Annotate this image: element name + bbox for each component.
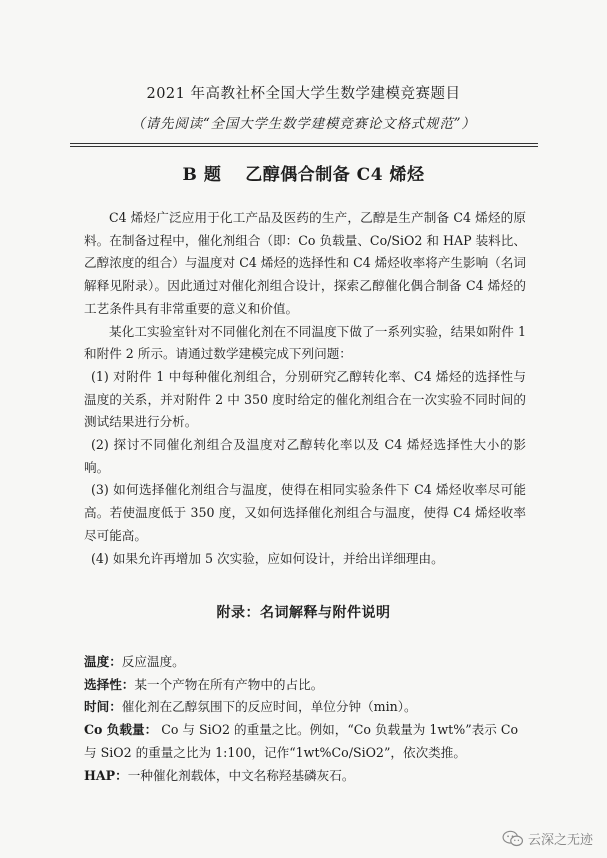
- watermark: [502, 829, 593, 848]
- glossary-desc: 某一个产物在所有产物中的占比。: [134, 676, 324, 692]
- glossary: [84, 651, 526, 787]
- problem-body: [84, 207, 526, 570]
- glossary-term: 温度：: [84, 654, 122, 669]
- wechat-icon: [502, 830, 524, 848]
- question-1: (1) 对附件 1 中每种催化剂组合，分别研究乙醇转化率、C4 烯烃的选择性与温度的关系，并对附件 2 中 350 度时给定的催化剂组合在一次实验不同时间的测试结果进行分析。: [84, 368, 526, 430]
- glossary-term: 选择性：: [84, 676, 135, 692]
- question-4: (4) 如果允许再增加 5 次实验，应如何设计，并给出详细理由。: [91, 550, 444, 566]
- question-3: (3) 如何选择催化剂组合与温度，使得在相同实验条件下 C4 烯烃收率尽可能高。若使温度低于 350 度，又如何选择催化剂组合与温度，使得 C4 烯烃收率尽可能高。: [84, 482, 526, 543]
- glossary-item-hap: [84, 765, 526, 788]
- glossary-item-temperature: [84, 651, 526, 674]
- task-paragraph: 某化工实验室针对不同催化剂在不同温度下做了一系列实验，结果如附件 1 和附件 2 所示。请通过数学建模完成下列问题：: [84, 323, 526, 362]
- intro-paragraph: C4 烯烃广泛应用于化工产品及医药的生产，乙醇是生产制备 C4 烯烃的原料。在制备过程中，催化剂组合（即：Co 负载量、Co/SiO2 和 HAP 装料比、乙醇浓度的组合）与温度对 C4 烯烃的选择性和 C4 烯烃收率将产生影响（名词解释见附录）。因此通过对催化剂组合设计，探索乙醇催化偶合制备 C4 烯烃的工艺条件具有非常重要的意义和价值。: [84, 210, 526, 316]
- glossary-term: 时间：: [84, 699, 122, 715]
- competition-title: 2021 年高教社杯全国大学生数学建模竞赛题目: [146, 86, 461, 102]
- title-rule-bottom: [70, 146, 538, 147]
- format-notice: （请先阅读“全国大学生数学建模竞赛论文格式规范”）: [131, 116, 476, 132]
- watermark-text: 云深之无迹: [527, 833, 593, 848]
- glossary-term: HAP：: [84, 767, 128, 783]
- glossary-item-co-loading: [84, 719, 526, 764]
- question-2: (2) 探讨不同催化剂组合及温度对乙醇转化率以及 C4 烯烃选择性大小的影响。: [84, 437, 526, 475]
- problem-title: B 题 乙醇偶合制备 C4 烯烃: [182, 165, 425, 185]
- glossary-desc: 反应温度。: [121, 654, 185, 669]
- glossary-desc: 一种催化剂载体，中文名称羟基磷灰石。: [127, 767, 355, 783]
- glossary-item-time: [84, 696, 526, 719]
- glossary-item-selectivity: [84, 674, 526, 697]
- glossary-desc: Co 与 SiO2 的重量之比。例如，“Co 负载量为 1wt%”表示 Co 与 SiO2 的重量之比为 1:100，记作“1wt%Co/SiO2”，依次类推。: [84, 722, 519, 760]
- appendix-title: 附录：名词解释与附件说明: [216, 605, 391, 621]
- title-rule-top: [70, 143, 538, 144]
- glossary-desc: 催化剂在乙醇氛围下的反应时间，单位分钟（min）。: [121, 699, 417, 715]
- glossary-term: Co 负载量：: [84, 722, 158, 738]
